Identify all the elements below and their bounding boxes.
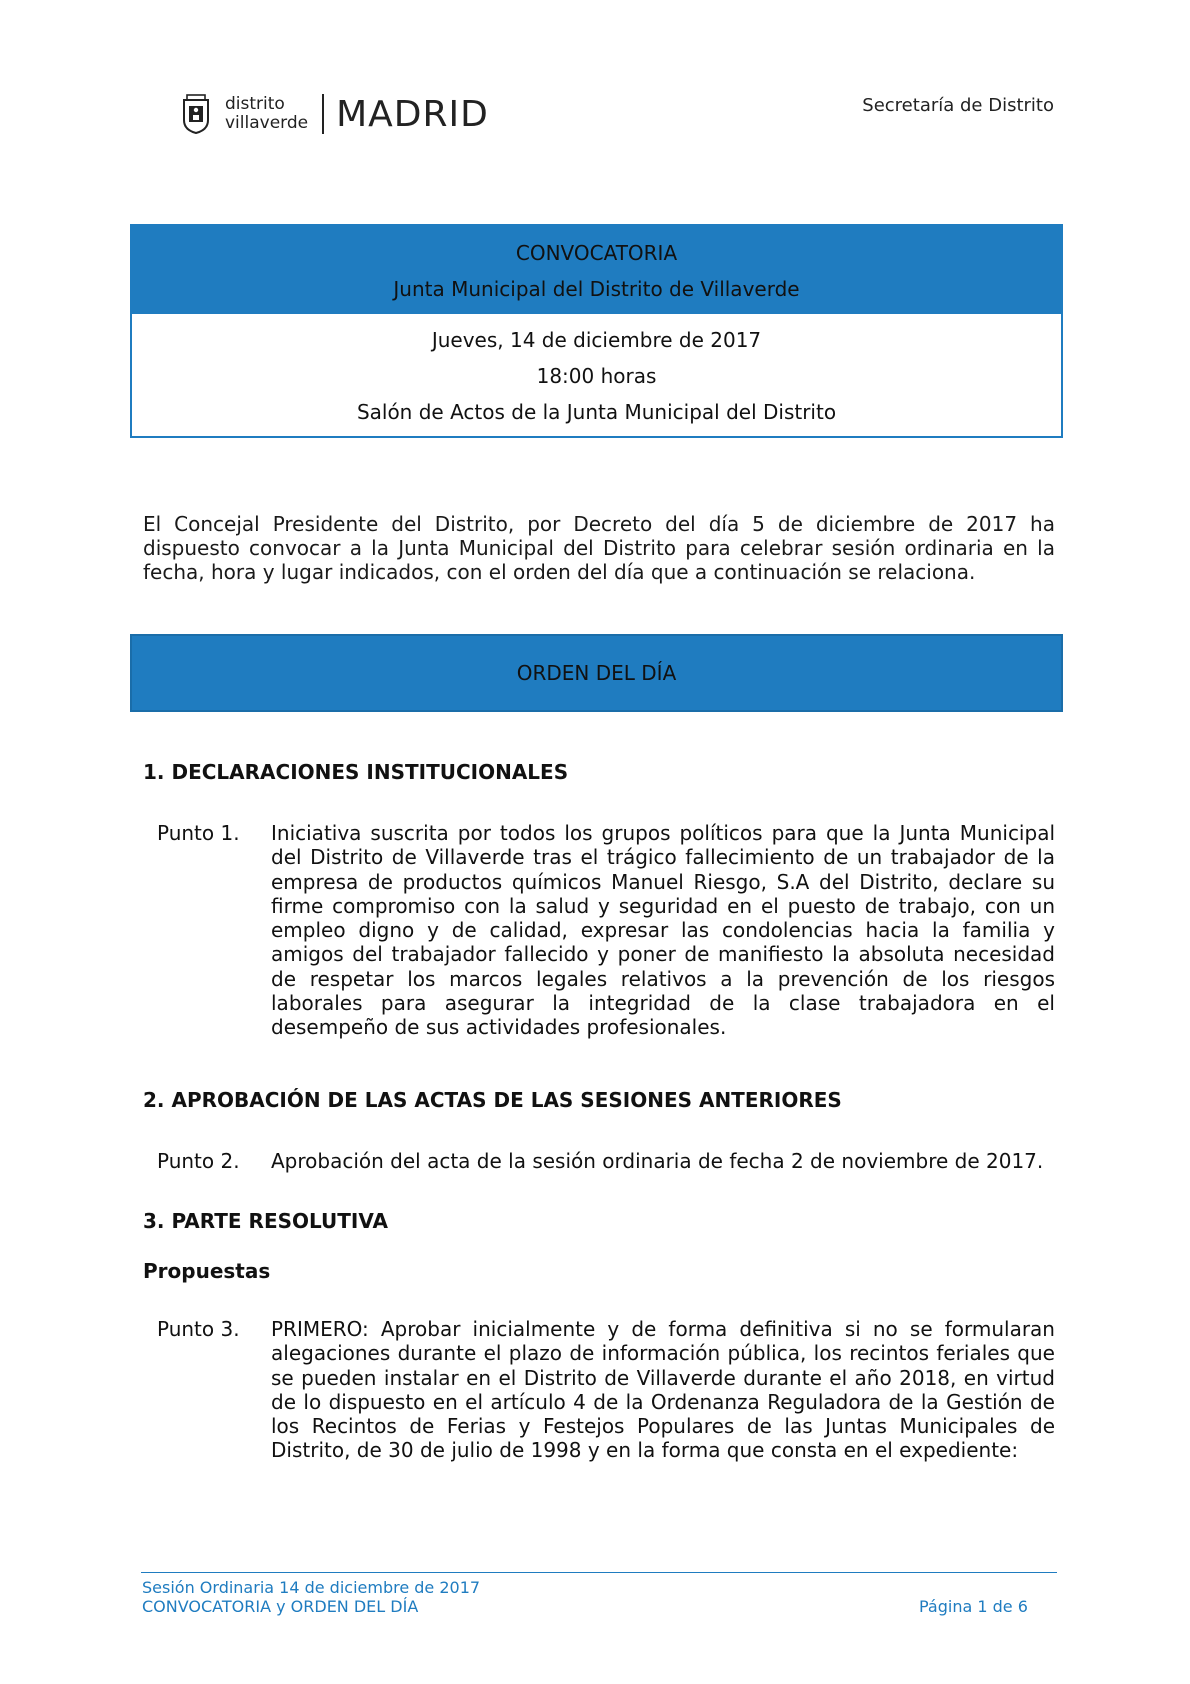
convocatoria-subtitle: Junta Municipal del Distrito de Villaverde [393, 277, 800, 301]
convocatoria-details [132, 316, 1061, 424]
subsection-heading-propuestas: Propuestas [143, 1259, 271, 1283]
punto-line: Aprobación del acta de la sesión ordinaria de fecha 2 de noviembre de 2017. [271, 1149, 1044, 1173]
intro-line: El Concejal Presidente del Distrito, por Decreto del día 5 de diciembre de 2017 ha [143, 512, 1055, 536]
section-heading-2: 2. APROBACIÓN DE LAS ACTAS DE LAS SESIONES ANTERIORES [143, 1088, 842, 1112]
punto-text-2 [271, 1149, 1055, 1173]
punto-line: se pueden instalar en el Distrito de Villaverde durante el año 2018, en virtud [271, 1365, 1055, 1390]
intro-line: fecha, hora y lugar indicados, con el orden del día que a continuación se relaciona. [143, 560, 976, 584]
orden-del-dia-title: ORDEN DEL DÍA [516, 661, 677, 685]
punto-line: laborales para asegurar la integridad de la clase trabajadora en el [271, 991, 1055, 1016]
session-date: Jueves, 14 de diciembre de 2017 [431, 328, 762, 352]
madrid-coat-of-arms-icon [181, 94, 211, 134]
punto-line: de lo dispuesto en el artículo 4 de la Ordenanza Reguladora de la Gestión de [271, 1389, 1055, 1414]
punto-label-1: Punto 1. [157, 821, 240, 845]
footer-divider [141, 1572, 1057, 1573]
footer-session: Sesión Ordinaria 14 de diciembre de 2017 [142, 1578, 481, 1597]
footer-info [142, 1578, 480, 1616]
district-logo [181, 93, 489, 135]
logo-divider [322, 94, 324, 134]
punto-text-3 [271, 1317, 1055, 1463]
session-place: Salón de Actos de la Junta Municipal del Distrito [356, 400, 837, 424]
district-line1: distrito [225, 94, 285, 114]
punto-line: los Recintos de Ferias y Festejos Populares de las Juntas Municipales de [271, 1414, 1055, 1439]
city-name: MADRID [336, 93, 489, 135]
punto-line: PRIMERO: Aprobar inicialmente y de forma definitiva si no se formularan [271, 1317, 1055, 1341]
punto-line: del Distrito de Villaverde tras el trágico fallecimiento de un trabajador de la [271, 845, 1055, 870]
punto-line: empresa de productos químicos Manuel Riesgo, S.A del Distrito, declare su [271, 869, 1055, 894]
punto-line: amigos del trabajador fallecido y poner de manifiesto la absoluta necesidad [271, 942, 1055, 967]
convocatoria-box [130, 224, 1063, 438]
department-label: Secretaría de Distrito [862, 95, 1054, 116]
punto-line: desempeño de sus actividades profesionales. [271, 1015, 727, 1040]
punto-line: de respetar los marcos legales relativos a la prevención de los riesgos [271, 966, 1055, 991]
intro-paragraph [143, 512, 1055, 584]
section-heading-3: 3. PARTE RESOLUTIVA [143, 1209, 388, 1233]
punto-label-3: Punto 3. [157, 1317, 240, 1341]
intro-line: dispuesto convocar a la Junta Municipal del Distrito para celebrar sesión ordinaria en la [143, 536, 1055, 560]
session-time: 18:00 horas [536, 364, 657, 388]
convocatoria-header [132, 226, 1061, 316]
section-heading-1: 1. DECLARACIONES INSTITUCIONALES [143, 760, 569, 784]
punto-line: empleo digno y de calidad, expresar las condolencias hacia la familia y [271, 918, 1055, 943]
punto-line: firme compromiso con la salud y seguridad en el puesto de trabajo, con un [271, 893, 1055, 918]
convocatoria-title: CONVOCATORIA [515, 241, 678, 265]
punto-line: Distrito, de 30 de julio de 1998 y en la forma que consta en el expediente: [271, 1438, 1019, 1463]
punto-label-2: Punto 2. [157, 1149, 240, 1173]
district-line2: villaverde [225, 113, 309, 133]
footer-document: CONVOCATORIA y ORDEN DEL DÍA [142, 1597, 419, 1616]
orden-del-dia-banner [130, 634, 1063, 712]
punto-line: alegaciones durante el plazo de información pública, los recintos feriales que [271, 1341, 1055, 1366]
page-number: Página 1 de 6 [919, 1597, 1028, 1616]
district-name [225, 95, 308, 133]
punto-line: Iniciativa suscrita por todos los grupos políticos para que la Junta Municipal [271, 821, 1055, 845]
punto-text-1 [271, 821, 1055, 1040]
